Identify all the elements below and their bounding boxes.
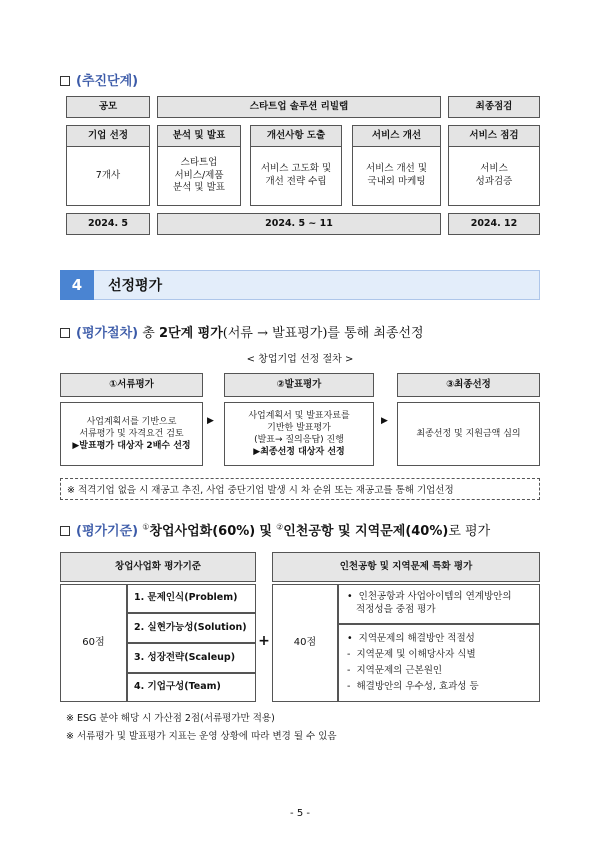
criteria-right-score: 40점 xyxy=(272,584,338,702)
criteria-left-header: 창업사업화 평가기준 xyxy=(60,552,256,582)
step-body: 스타트업 서비스/제품 분석 및 발표 xyxy=(157,146,241,206)
criteria-right-header: 인천공항 및 지역문제 특화 평가 xyxy=(272,552,540,582)
procedure-heading: (평가절차) 총 2단계 평가(서류 → 발표평가)를 통해 최종선정 xyxy=(60,322,424,341)
arrow-right-icon: ▶ xyxy=(207,416,214,426)
stage-label-revival-lab: 스타트업 솔루션 리빌랩 xyxy=(157,96,441,118)
checkbox-square-icon xyxy=(60,328,70,338)
procedure-caption: < 창업기업 선정 절차 > xyxy=(246,354,354,365)
criteria-item: 2. 실현가능성(Solution) xyxy=(127,613,256,643)
stage-label-gongmo: 공모 xyxy=(66,96,150,118)
criteria-item: 1. 문제인식(Problem) xyxy=(127,584,256,613)
procedure-stage-title: ③최종선정 xyxy=(397,373,540,397)
step-body: 서비스 고도화 및 개선 전략 수립 xyxy=(250,146,342,206)
date-label: 2024. 5 ~ 11 xyxy=(157,213,441,235)
procedure-note: ※ 적격기업 없을 시 재공고 추진, 사업 중단기업 발생 시 차 순위 또는 재공고를 통해 기업선정 xyxy=(60,478,540,500)
step-title: 개선사항 도출 xyxy=(250,125,342,147)
criteria-note-change: ※ 서류평가 및 발표평가 지표는 운영 상황에 따라 변경 될 수 있음 xyxy=(66,731,337,742)
procedure-stage-body: 최종선정 및 지원금액 심의 xyxy=(397,402,540,466)
criteria-right-part2: • 지역문제의 해결방안 적절성 - 지역문제 및 이해당사자 식별 - 지역문제의 근본원인 - 해결방안의 우수성, 효과성 등 xyxy=(338,624,540,702)
criteria-right-part1: • 인천공항과 사업아이템의 연계방안의 적정성을 중점 평가 xyxy=(338,584,540,624)
section-number-badge: 4 xyxy=(60,270,94,300)
step-body: 서비스 개선 및 국내외 마케팅 xyxy=(352,146,441,206)
procedure-stage-body: 사업계획서 및 발표자료를 기반한 발표평가 (발표→ 질의응답) 진행 ▶최종선정 대상자 선정 xyxy=(224,402,374,466)
criteria-left-score: 60점 xyxy=(60,584,127,702)
criteria-note-esg: ※ ESG 분야 해당 시 가산점 2점(서류평가만 적용) xyxy=(66,713,275,724)
plus-icon: + xyxy=(258,633,270,649)
date-label: 2024. 12 xyxy=(448,213,540,235)
step-body: 서비스 성과검증 xyxy=(448,146,540,206)
checkbox-square-icon xyxy=(60,76,70,86)
date-label: 2024. 5 xyxy=(66,213,150,235)
section-heading-progress: (추진단계) xyxy=(60,70,138,89)
checkbox-square-icon xyxy=(60,526,70,536)
arrow-right-icon: ▶ xyxy=(381,416,388,426)
page-number: - 5 - xyxy=(290,808,310,819)
step-body: 7개사 xyxy=(66,146,150,206)
step-title: 기업 선정 xyxy=(66,125,150,147)
criteria-item: 3. 성장전략(Scaleup) xyxy=(127,643,256,673)
section-title: 선정평가 xyxy=(108,278,163,294)
criteria-item: 4. 기업구성(Team) xyxy=(127,673,256,702)
step-title: 서비스 점검 xyxy=(448,125,540,147)
procedure-stage-title: ②발표평가 xyxy=(224,373,374,397)
step-title: 서비스 개선 xyxy=(352,125,441,147)
stage-label-final-check: 최종점검 xyxy=(448,96,540,118)
criteria-heading: (평가기준) ①창업사업화(60%) 및 ②인천공항 및 지역문제(40%)로 평가 xyxy=(60,520,490,539)
procedure-stage-title: ①서류평가 xyxy=(60,373,203,397)
step-title: 분석 및 발표 xyxy=(157,125,241,147)
procedure-stage-body: 사업계획서를 기반으로 서류평가 및 자격요건 검토 ▶발표평가 대상자 2배수 선정 xyxy=(60,402,203,466)
